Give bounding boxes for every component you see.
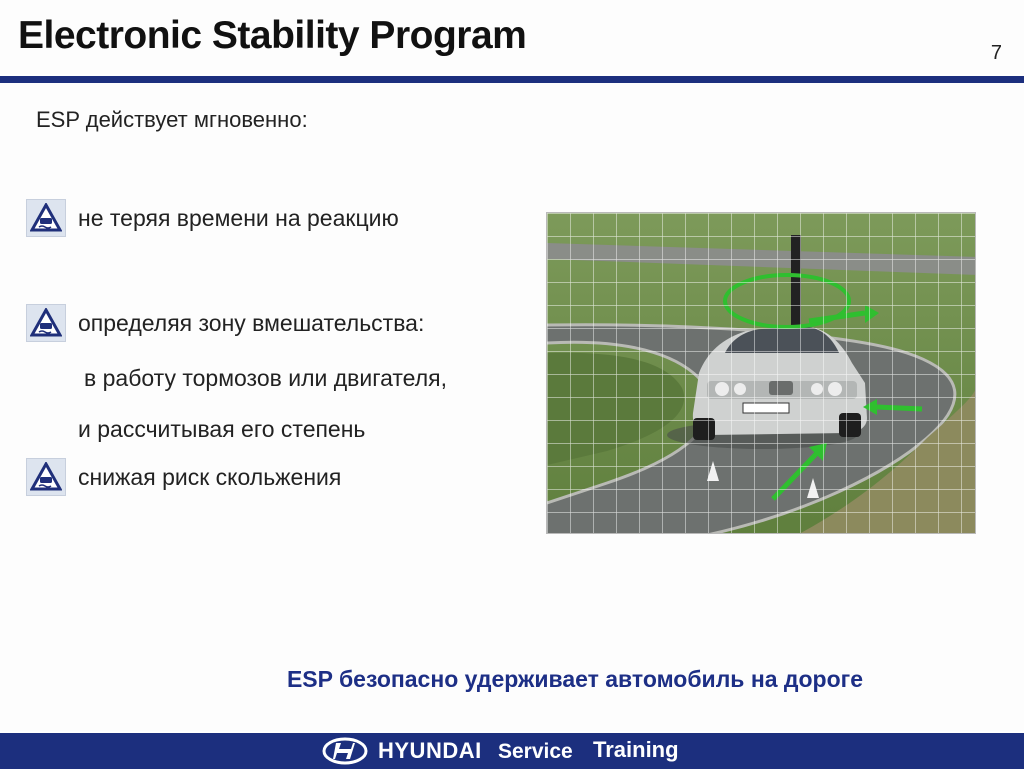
hyundai-logo-icon: [322, 737, 368, 765]
skid-warning-icon: [26, 199, 66, 237]
footer-brand: HYUNDAI: [378, 738, 482, 763]
tagline: ESP безопасно удерживает автомобиль на дороге: [286, 666, 864, 692]
footer-training: Training: [593, 737, 679, 762]
bullet-text: определяя зону вмешательства:: [78, 310, 425, 336]
bullet-text: не теряя времени на реакцию: [78, 205, 399, 231]
skid-warning-icon: [26, 304, 66, 342]
bullet-item: [26, 304, 526, 346]
sub-text: и рассчитывая его степень: [78, 416, 366, 442]
footer-bar: [0, 731, 1024, 769]
title-divider: [0, 74, 1024, 83]
bullet-text: снижая риск скольжения: [78, 464, 342, 490]
car-skid-photo: [546, 212, 976, 534]
bullet-item: [26, 199, 526, 241]
skid-warning-icon: [26, 458, 66, 496]
bullet-item: [26, 458, 526, 500]
page-number: 7: [990, 42, 1002, 64]
footer-service: Service: [498, 740, 573, 763]
slide-title: Electronic Stability Program: [18, 14, 527, 57]
intro-text: ESP действует мгновенно:: [36, 107, 308, 132]
sub-text: в работу тормозов или двигателя,: [84, 365, 447, 391]
